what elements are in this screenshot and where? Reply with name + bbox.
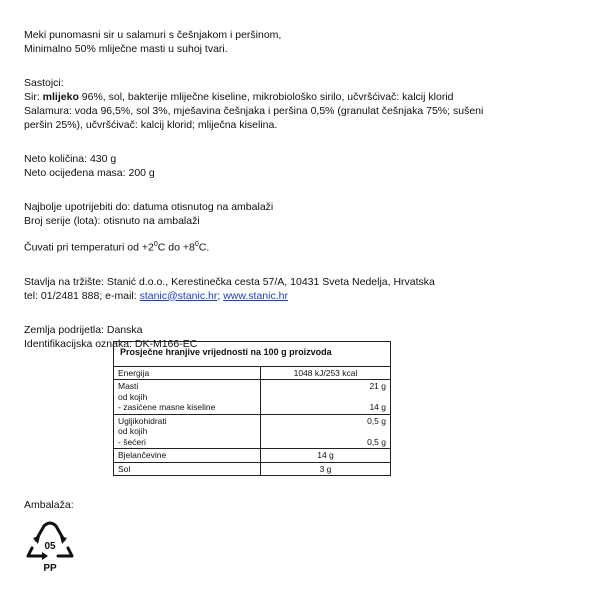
degree-mark-1: 0 xyxy=(153,241,158,248)
fat-of-which: od kojih xyxy=(118,391,148,402)
ingredients-section xyxy=(24,76,584,132)
recycling-triangle-icon xyxy=(24,518,76,574)
producer-address: Stavlja na tržište: Stanić d.o.o., Kerestinečka cesta 57/A, 10431 Sveta Nedelja, Hrvatska xyxy=(24,275,435,288)
fat-values xyxy=(261,380,390,414)
product-description xyxy=(24,28,584,56)
nutrition-row-protein xyxy=(114,449,390,463)
cheese-ingredients-rest: 96%, sol, bakterije mliječne kiseline, mikrobiološko sirilo, učvršćivač: kalcij klorid xyxy=(78,91,454,103)
storage-section xyxy=(24,238,584,255)
nutrition-row-carbohydrates xyxy=(114,415,390,450)
cheese-ingredients xyxy=(24,90,584,104)
salt-label: Sol xyxy=(114,463,261,476)
sugars-label: - šećeri xyxy=(118,436,146,447)
nutrition-row-salt xyxy=(114,463,390,476)
allergen-milk: mlijeko xyxy=(42,91,79,103)
salt-value: 3 g xyxy=(319,463,332,474)
fat-label: Masti xyxy=(118,381,139,391)
nutrition-row-fat xyxy=(114,380,390,415)
producer-tel: tel: 01/2481 888; e-mail: xyxy=(24,289,140,302)
carb-labels xyxy=(114,415,261,449)
best-before: Najbolje upotrijebiti do: datuma otisnutog na ambalaži xyxy=(24,201,274,213)
dates-section xyxy=(24,200,584,228)
contact-separator: ; xyxy=(217,289,224,302)
fat-labels xyxy=(114,380,261,414)
email-link[interactable]: stanic@stanic.hr xyxy=(139,289,218,302)
nutrition-title: Prosječne hranjive vrijednosti na 100 g proizvoda xyxy=(114,342,390,367)
carb-of-which: od kojih xyxy=(118,426,148,436)
brine-ingredients-line2: peršin 25%), učvršćivač: kalcij klorid; mliječna kiselina. xyxy=(24,119,278,131)
product-fat-content: Minimalno 50% mliječne masti u suhoj tvari. xyxy=(24,43,228,55)
storage-instructions xyxy=(24,238,584,255)
net-quantity: Neto količina: 430 g xyxy=(24,153,117,165)
nutrition-row-energy xyxy=(114,367,390,381)
energy-label: Energija xyxy=(114,367,261,380)
nutrition-table xyxy=(113,341,391,476)
website-link[interactable]: www.stanic.hr xyxy=(223,289,288,302)
producer-contact xyxy=(24,289,584,303)
storage-middle: C do +8 xyxy=(157,241,195,254)
identification-mark: Identifikacijska oznaka: DK-M166-EC xyxy=(24,337,198,350)
product-name: Meki punomasni sir u salamuri s češnjakom i peršinom, xyxy=(24,29,282,41)
degree-mark-2: 0 xyxy=(194,241,199,248)
protein-value: 14 g xyxy=(317,450,334,460)
saturated-value: 14 g xyxy=(369,402,386,412)
recycling-material: PP xyxy=(43,563,57,574)
carb-values xyxy=(261,415,390,449)
country-of-origin: Zemlja podrijetla: Danska xyxy=(24,323,143,336)
storage-suffix: C. xyxy=(198,241,210,254)
storage-prefix: Čuvati pri temperaturi od +2 xyxy=(24,241,154,254)
energy-value: 1048 kJ/253 kcal xyxy=(293,367,358,378)
carb-label: Ugljikohidrati xyxy=(118,415,167,426)
drained-weight: Neto ocijeđena masa: 200 g xyxy=(24,167,155,179)
carb-value: 0,5 g xyxy=(367,415,386,426)
recycling-code: 05 xyxy=(44,541,56,552)
saturated-label: - zasićene masne kiseline xyxy=(118,402,216,412)
quantity-section xyxy=(24,152,584,180)
fat-value: 21 g xyxy=(369,381,386,391)
ingredients-heading: Sastojci: xyxy=(24,77,64,89)
lot-number: Broj serije (lota): otisnuto na ambalaži xyxy=(24,215,200,227)
packaging-label: Ambalaža: xyxy=(24,499,74,511)
cheese-prefix: Sir: xyxy=(24,91,43,103)
label-document xyxy=(24,28,584,365)
brine-ingredients-line1: Salamura: voda 96,5%, sol 3%, mješavina češnjaka i peršina 0,5% (granulat češnjaka 75%; sušeni xyxy=(24,105,484,117)
protein-label: Bjelančevine xyxy=(114,449,261,462)
producer-section xyxy=(24,275,584,303)
sugars-value: 0,5 g xyxy=(367,436,386,447)
